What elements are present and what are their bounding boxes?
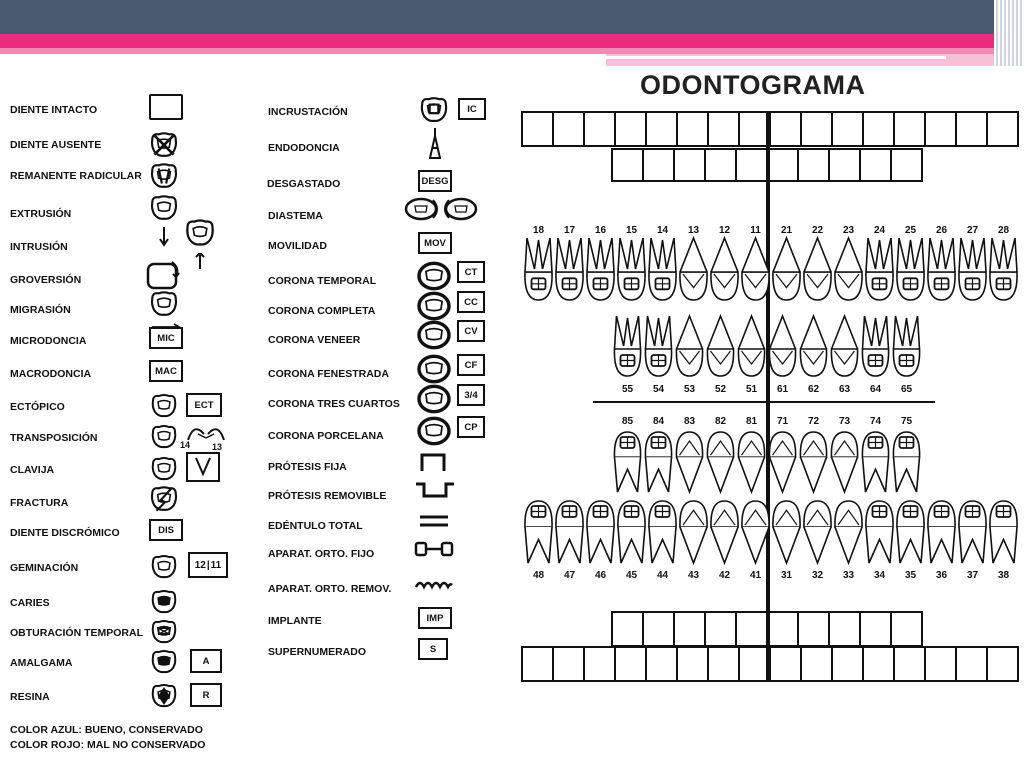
- tooth-number: 35: [904, 570, 917, 581]
- legend-label: CLAVIJA: [10, 464, 55, 476]
- tooth: [831, 316, 857, 376]
- tooth: [893, 316, 919, 376]
- tooth-number: 21: [780, 225, 793, 236]
- tooth: [897, 238, 924, 300]
- tooth-number: 44: [656, 570, 669, 581]
- gemination-code: 12: [194, 559, 206, 571]
- tooth-number: 27: [966, 225, 979, 236]
- tooth: [525, 501, 552, 563]
- tooth-number: 15: [625, 225, 638, 236]
- tooth-number: 28: [997, 225, 1010, 236]
- legend-label: FRACTURA: [10, 497, 69, 509]
- tooth-number: 75: [900, 416, 913, 427]
- tooth: [804, 238, 831, 300]
- tooth: [990, 501, 1017, 563]
- tooth-number: 73: [838, 416, 851, 427]
- tooth-number: 84: [652, 416, 665, 427]
- legend-code: A: [202, 655, 210, 667]
- legend-label: INTRUSIÓN: [10, 241, 68, 253]
- legend-code: DESG: [421, 175, 449, 187]
- tooth-number: 61: [776, 384, 789, 395]
- tooth-number: 52: [714, 384, 727, 395]
- legend-label: AMALGAMA: [10, 657, 73, 669]
- legend-label: INCRUSTACIÓN: [268, 106, 348, 118]
- tooth-number: 42: [718, 570, 731, 581]
- tooth: [959, 501, 986, 563]
- legend-label: MACRODONCIA: [10, 368, 92, 380]
- legend-label: DIASTEMA: [268, 210, 323, 222]
- tooth: [711, 238, 738, 300]
- legend-label: APARAT. ORTO. FIJO: [268, 548, 375, 560]
- legend-label: ECTÓPICO: [10, 401, 65, 413]
- tooth: [645, 316, 671, 376]
- legend-label: PRÓTESIS FIJA: [268, 461, 347, 473]
- tooth-number: 34: [873, 570, 886, 581]
- tooth: [831, 432, 857, 492]
- legend-label: DIENTE INTACTO: [10, 104, 98, 116]
- legend-label: GEMINACIÓN: [10, 562, 79, 574]
- tooth-number: 45: [625, 570, 638, 581]
- tooth: [742, 238, 769, 300]
- tooth: [707, 316, 733, 376]
- legend-label: DESGASTADO: [267, 178, 341, 190]
- tooth: [773, 501, 800, 563]
- tooth: [525, 238, 552, 300]
- legend-label: CORONA COMPLETA: [268, 305, 376, 317]
- tooth-number: 63: [838, 384, 851, 395]
- legend-code: CC: [464, 296, 478, 308]
- legend-label: CORONA FENESTRADA: [268, 368, 389, 380]
- tooth-number: 72: [807, 416, 820, 427]
- transposition-number: 14: [180, 440, 191, 450]
- legend-label: TRANSPOSICIÓN: [10, 432, 98, 444]
- tooth: [649, 238, 676, 300]
- tooth-number: 81: [745, 416, 758, 427]
- tooth: [614, 316, 640, 376]
- legend-code: IMP: [426, 612, 444, 624]
- tooth: [897, 501, 924, 563]
- legend-label: PRÓTESIS REMOVIBLE: [268, 490, 387, 502]
- tooth: [866, 501, 893, 563]
- tooth: [587, 238, 614, 300]
- tooth-number: 22: [811, 225, 824, 236]
- tooth-number: 46: [594, 570, 607, 581]
- odontogram-title: ODONTOGRAMA: [640, 70, 866, 100]
- legend-code: R: [202, 689, 210, 701]
- tooth: [800, 316, 826, 376]
- legend-label: EXTRUSIÓN: [10, 208, 72, 220]
- legend-code: CF: [464, 359, 478, 371]
- tooth: [707, 432, 733, 492]
- tooth-number: 82: [714, 416, 727, 427]
- legend-label: DIENTE AUSENTE: [10, 139, 102, 151]
- footer-blue: COLOR AZUL: BUENO, CONSERVADO: [10, 724, 203, 736]
- legend-code: CV: [464, 325, 478, 337]
- tooth-number: 64: [869, 384, 882, 395]
- tooth: [614, 432, 640, 492]
- legend-label: RESINA: [10, 691, 50, 703]
- legend-code: S: [429, 643, 437, 655]
- tooth: [928, 501, 955, 563]
- tooth-number: 12: [718, 225, 731, 236]
- tooth-number: 24: [873, 225, 886, 236]
- tooth: [618, 501, 645, 563]
- tooth: [769, 316, 795, 376]
- tooth-number: 11: [750, 225, 761, 236]
- tooth: [835, 501, 862, 563]
- tooth-number: 25: [904, 225, 917, 236]
- tooth-number: 54: [652, 384, 665, 395]
- tooth-number: 53: [683, 384, 696, 395]
- legend-code: MOV: [424, 237, 446, 249]
- tooth-number: 26: [935, 225, 948, 236]
- tooth: [862, 316, 888, 376]
- legend-code: CP: [464, 421, 478, 433]
- tooth-number: 36: [935, 570, 948, 581]
- gemination-code: 11: [210, 559, 222, 571]
- legend-label: SUPERNUMERADO: [268, 646, 367, 658]
- tooth-number: 51: [745, 384, 758, 395]
- tooth: [800, 432, 826, 492]
- tooth-number: 65: [900, 384, 913, 395]
- tooth-number: 13: [687, 225, 700, 236]
- tooth-number: 48: [532, 570, 545, 581]
- tooth-number: 14: [656, 225, 669, 236]
- legend-label: CARIES: [10, 597, 50, 609]
- tooth: [649, 501, 676, 563]
- tooth: [773, 238, 800, 300]
- tooth-number: 43: [687, 570, 700, 581]
- tooth: [804, 501, 831, 563]
- legend-label: DIENTE DISCRÓMICO: [10, 527, 120, 539]
- legend-label: EDÉNTULO TOTAL: [268, 520, 363, 532]
- legend-label: CORONA PORCELANA: [268, 430, 384, 442]
- tooth-number: 31: [780, 570, 793, 581]
- legend-label: MOVILIDAD: [268, 240, 327, 252]
- tooth: [928, 238, 955, 300]
- tooth-number: 62: [807, 384, 820, 395]
- legend-label: ENDODONCIA: [268, 142, 340, 154]
- tooth: [893, 432, 919, 492]
- legend-code: ECT: [194, 399, 214, 411]
- gemination-box-icon: 12 | 11: [188, 552, 228, 578]
- legend-label: OBTURACIÓN TEMPORAL: [10, 627, 143, 639]
- tooth-number: 83: [683, 416, 696, 427]
- legend-code: DIS: [158, 524, 174, 536]
- legend-label: REMANENTE RADICULAR: [10, 170, 142, 182]
- legend-code: MIC: [157, 332, 175, 344]
- tooth-number: 33: [842, 570, 855, 581]
- tooth: [711, 501, 738, 563]
- footer-red: COLOR ROJO: MAL NO CONSERVADO: [10, 739, 206, 751]
- tooth-number: 41: [749, 570, 762, 581]
- tooth: [769, 432, 795, 492]
- tooth-number: 18: [532, 225, 545, 236]
- tooth: [587, 501, 614, 563]
- tooth: [556, 501, 583, 563]
- tooth: [990, 238, 1017, 300]
- tooth-number: 32: [811, 570, 824, 581]
- tooth: [738, 432, 764, 492]
- legend-code: 3/4: [464, 389, 478, 401]
- tooth-number: 37: [966, 570, 979, 581]
- tooth-number: 38: [997, 570, 1010, 581]
- legend-label: CORONA TRES CUARTOS: [268, 398, 400, 410]
- legend-label: APARAT. ORTO. REMOV.: [268, 583, 392, 595]
- tooth-number: 55: [621, 384, 634, 395]
- tooth: [676, 432, 702, 492]
- tooth-number: 85: [621, 416, 634, 427]
- tooth: [618, 238, 645, 300]
- tooth-number: 16: [594, 225, 607, 236]
- tooth-number: 17: [563, 225, 576, 236]
- tooth: [835, 238, 862, 300]
- legend-label: MICRODONCIA: [10, 335, 87, 347]
- tooth: [738, 316, 764, 376]
- tooth-number: 23: [842, 225, 855, 236]
- legend-code: CT: [464, 266, 478, 278]
- tooth: [645, 432, 671, 492]
- tooth: [676, 316, 702, 376]
- tooth: [680, 238, 707, 300]
- legend-label: MIGRASIÓN: [10, 304, 71, 316]
- tooth-number: 47: [563, 570, 576, 581]
- legend-label: GROVERSIÓN: [10, 274, 82, 286]
- tooth: [556, 238, 583, 300]
- legend-label: CORONA TEMPORAL: [268, 275, 377, 287]
- tooth: [866, 238, 893, 300]
- tooth-number: 71: [776, 416, 789, 427]
- legend-code: MAC: [155, 365, 177, 377]
- tooth-number: 74: [869, 416, 882, 427]
- tooth: [862, 432, 888, 492]
- legend-label: CORONA VENEER: [268, 334, 361, 346]
- transposition-number: 13: [212, 442, 223, 452]
- tooth: [959, 238, 986, 300]
- tooth: [680, 501, 707, 563]
- legend-label: IMPLANTE: [268, 615, 322, 627]
- legend-code: IC: [467, 103, 477, 115]
- tooth: [742, 501, 769, 563]
